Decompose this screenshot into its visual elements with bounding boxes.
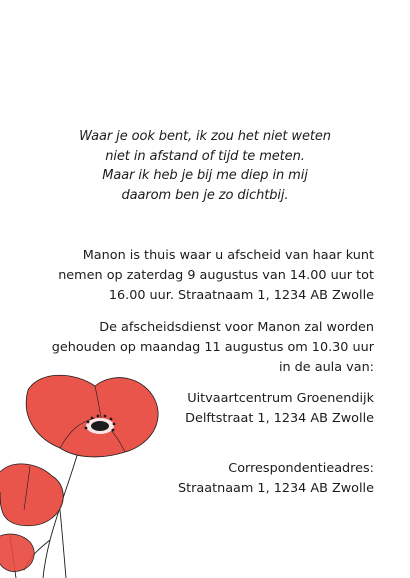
home-farewell-block [58, 246, 374, 306]
large-poppy-bloom [26, 375, 158, 457]
service-line: gehouden op maandag 11 augustus om 10.30 uur [51, 340, 374, 355]
home-farewell-line: nemen op zaterdag 9 augustus van 14.00 uur tot [58, 268, 374, 283]
home-farewell-line: Manon is thuis waar u afscheid van haar kunt [82, 248, 374, 263]
correspondence-block [178, 459, 374, 499]
third-poppy-petal [0, 534, 34, 572]
venue-address: Delftstraat 1, 1234 AB Zwolle [185, 411, 374, 426]
poem-line: niet in afstand of tijd te meten. [105, 148, 305, 164]
correspondence-address: Straatnaam 1, 1234 AB Zwolle [178, 481, 374, 496]
poppy-flowers-illustration [0, 360, 170, 578]
poem-line: Maar ik heb je bij me diep in mij [102, 168, 308, 183]
service-line: De afscheidsdienst voor Manon zal worden [99, 320, 374, 335]
service-line: in de aula van: [278, 360, 374, 375]
home-farewell-line: 16.00 uur. Straatnaam 1, 1234 AB Zwolle [108, 288, 374, 303]
correspondence-label: Correspondentieadres: [228, 461, 374, 476]
venue-block [185, 389, 374, 429]
poem-line: daarom ben je zo dichtbij. [121, 187, 289, 203]
poem-line: Waar je ook bent, ik zou het niet weten [79, 129, 331, 144]
poem [0, 127, 410, 205]
venue-name: Uitvaartcentrum Groenendijk [187, 391, 374, 406]
small-poppy-bloom [0, 464, 63, 526]
